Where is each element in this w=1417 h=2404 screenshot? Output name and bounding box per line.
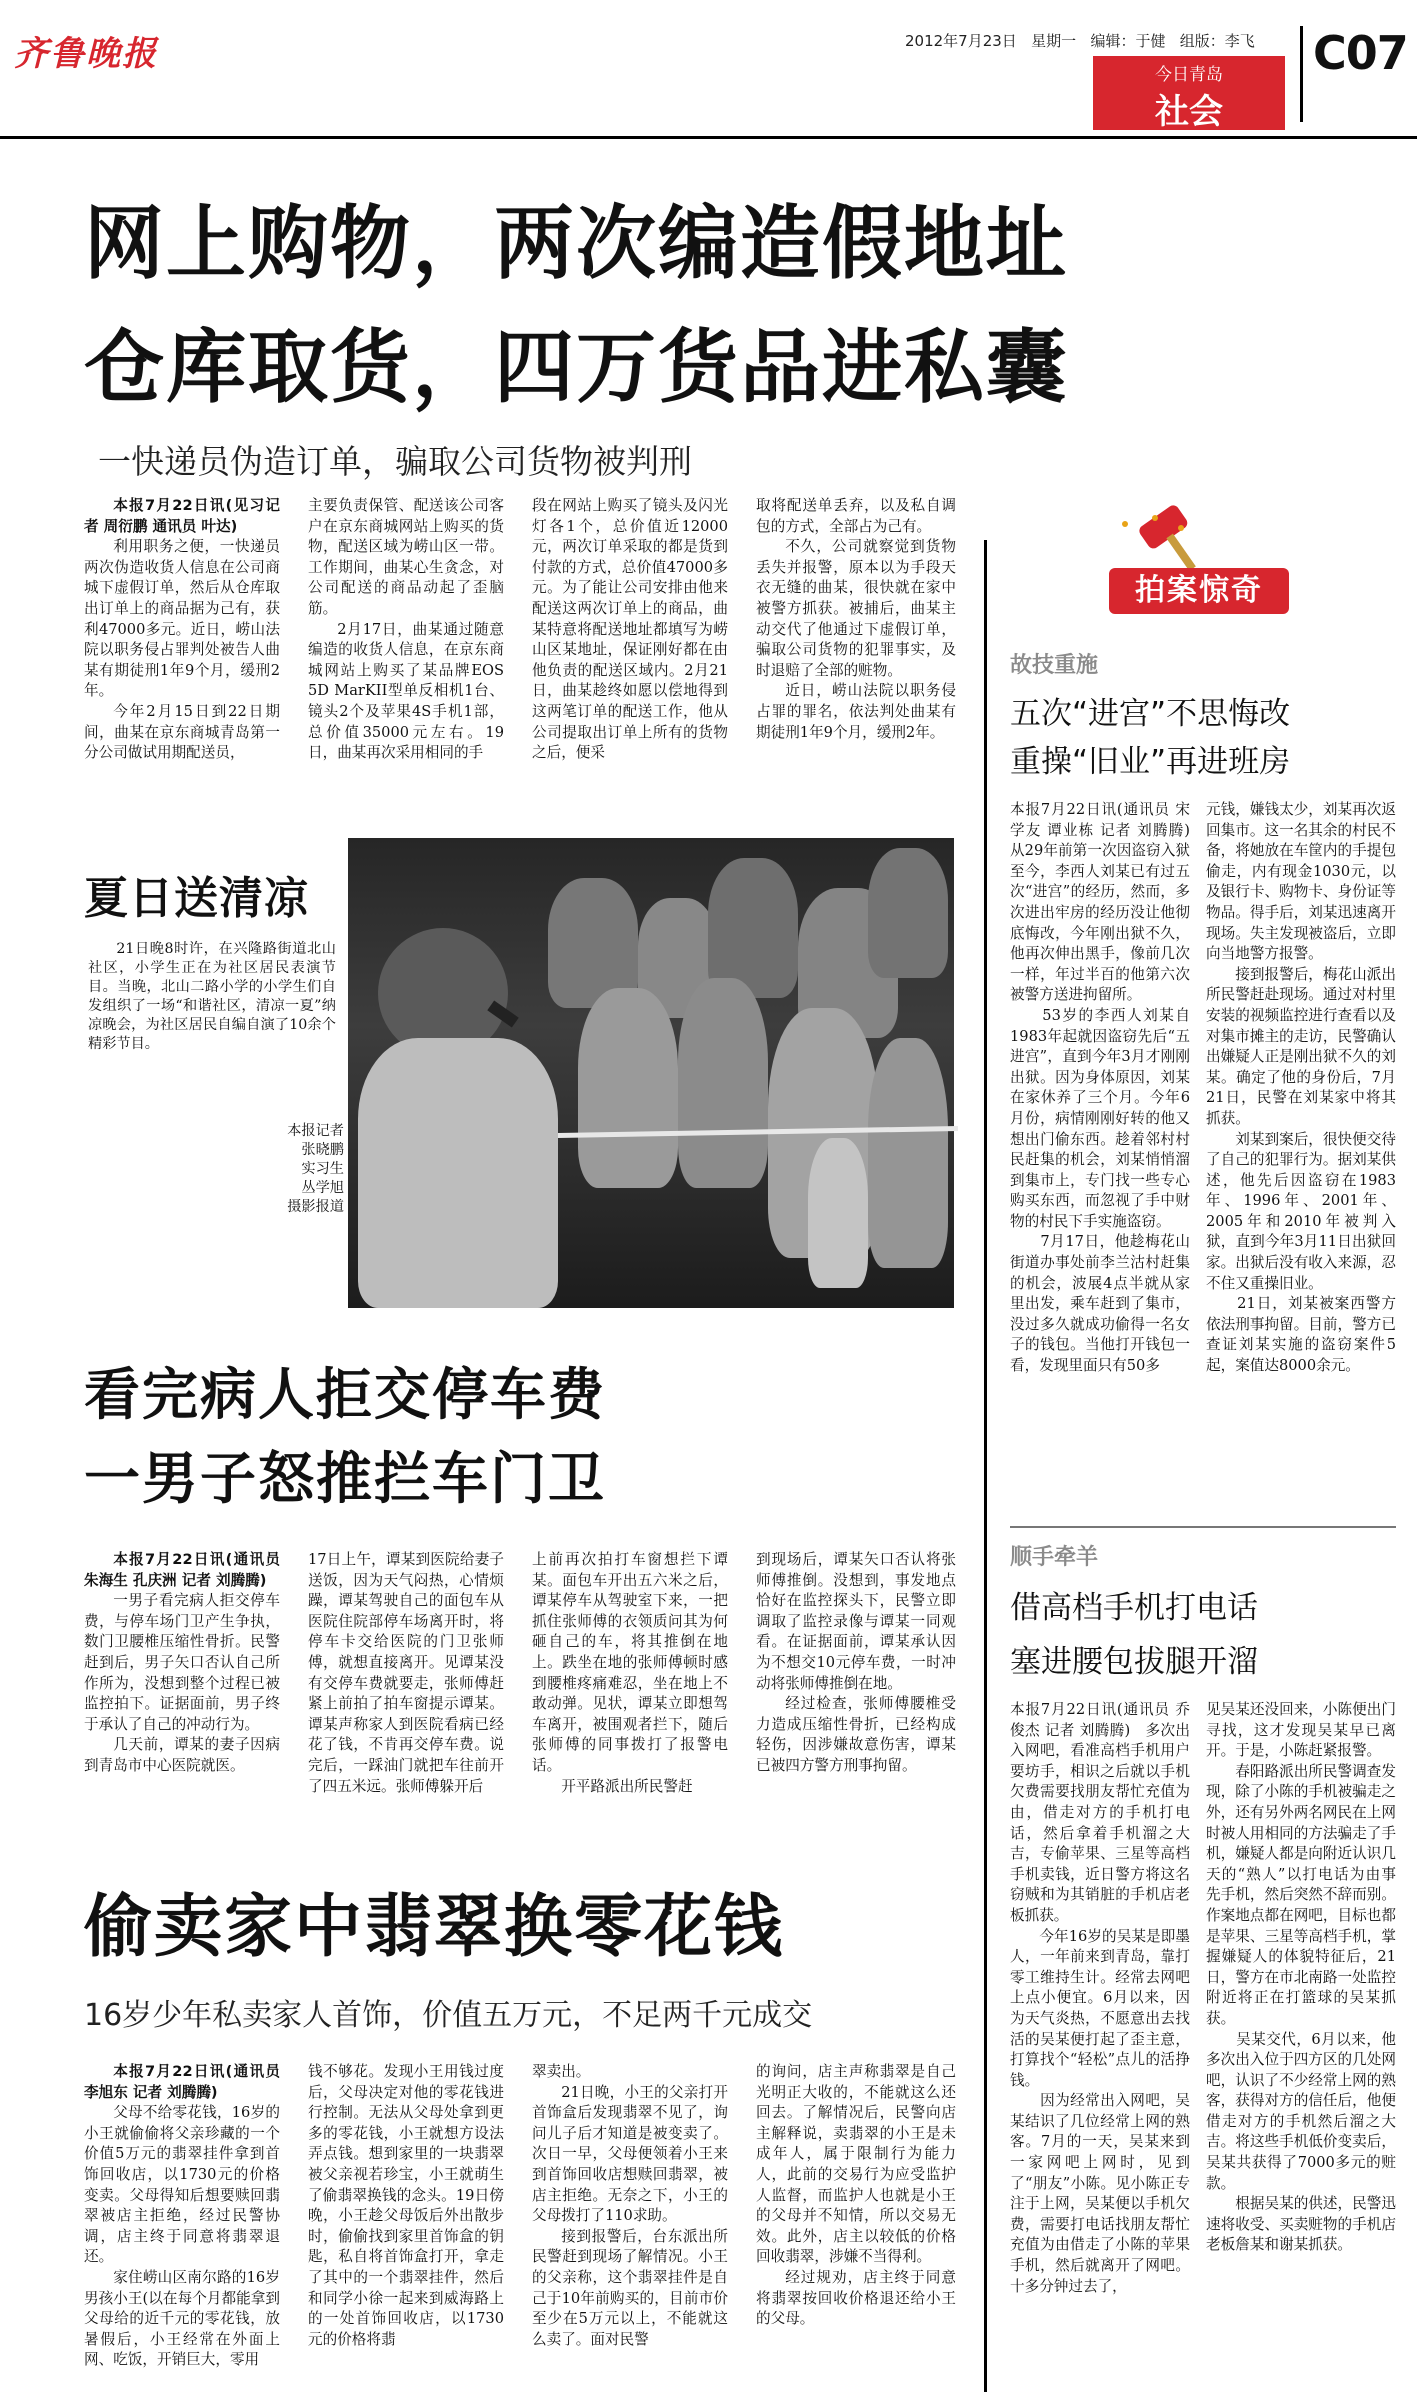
story2-para: 上前再次拍打车窗想拦下谭某。面包车开出五六米之后，谭某停车从驾驶室下来，一把抓住张师傅的衣领质问其为何砸自己的车，将其推倒在地上。跌坐在地的张师傅顿时感到腰椎疼痛难忍，坐在地上不敢动弹。见状，谭某立即想驾车离开，被围观者拦下，随后张师傅的同事拨打了报警电话。: [532, 1551, 728, 1774]
story2-col3: [532, 1550, 728, 1820]
masthead-info: [905, 30, 1255, 51]
sidebar-story2-col2: 见吴某还没回来，小陈便出门寻找，这才发现吴某早已离开。于是，小陈赶紧报警。 春阳路派出所民警调查发现，除了小陈的手机被骗走之外，还有另外两名网民在上网时被人用相同的方法骗走了手机，嫌疑人都是向附近认识几天的“熟人”以打电话为由事先手机，然后突然不辞而别。作案地点都在网吧，目标也都是苹果、三星等高档手机，掌握嫌疑人的体貌特征后，21日，警方在市北南路一处监控附近将正在打篮球的吴某抓获。 吴某交代，6月以来，他多次出入位于四方区的几处网吧，认识了不少经常上网的熟客，获得对方的信任后，他便借走对方的手机然后溜之大吉。将这些手机低价变卖后，吴某共获得了7000多元的赃款。 根据吴某的供述，民警迅速将收受、买卖赃物的手机店老板詹某和谢某抓获。: [1206, 1701, 1396, 2254]
story2-headline-line1: 看完病人拒交停车费: [84, 1363, 606, 1428]
editor-credit: 编辑：于健: [1090, 32, 1166, 50]
story1-byline: 本报7月22日讯(见习记者 周衍鹏 通讯员 叶达): [84, 497, 280, 535]
story2-para: 开平路派出所民警赶: [561, 1777, 693, 1795]
story1-para: 段在网站上购买了镜头及闪光灯各1个，总价值近12000元，两次订单采取的都是货到付款的方式，总价值47000多元。为了能让公司安排由他来配送这两次订单上的商品，曲某特意将配送地址都填写为崂山区某地址，保证刚好都在由他负责的配送区域内。2月21日，曲某趁终如愿以偿地得到这两笔订单的配送工作，他从公司提取出订单上所有的货物之后，便采: [532, 497, 728, 762]
story2-col1: [84, 1550, 280, 1820]
story2-para: 几天前，谭某的妻子因病到青岛市中心医院就医。: [84, 1736, 280, 1774]
masthead-rule: [0, 136, 1417, 139]
story1-headline-line1: 网上购物，两次编造假地址: [84, 197, 1068, 290]
sidebar-story2-head-line1: 借高档手机打电话: [1010, 1590, 1258, 1626]
story1-headline-line2: 仓库取货，四万货品进私囊: [84, 321, 1068, 414]
story1-col3: [532, 496, 728, 760]
story3-col3: [532, 2062, 728, 2392]
story3-para: 21日晚，小王的父亲打开首饰盒后发现翡翠不见了，询问儿子后才知道是被变卖了。次日一早，父母便领着小王来到首饰回收店想赎回翡翠，被店主拒绝。无奈之下，小王的父母拨打了110求助。: [532, 2083, 728, 2225]
story3-para: 接到报警后，台东派出所民警赶到现场了解情况。小王的父亲称，这个翡翠挂件是自己于10年前购买的，目前市价至少在5万元以上，不能就这么卖了。面对民警: [532, 2227, 728, 2348]
section-tab: [1093, 56, 1285, 130]
story3-para: 父母不给零花钱，16岁的小王就偷偷将父亲珍藏的一个价值5万元的翡翠挂件拿到首饰回收店，以1730元的价格变卖。父母得知后想要赎回翡翠被店主拒绝，经过民警协调，店主终于同意将翡翠退还。: [84, 2104, 280, 2266]
layout-credit: 组版：李飞: [1179, 32, 1255, 50]
story2-headline-line2: 一男子怒推拦车门卫: [84, 1447, 606, 1512]
story3-subhead: 16岁少年私卖家人首饰，价值五万元，不足两千元成交: [84, 1998, 813, 2033]
story3-para: 钱不够花。发现小王用钱过度后，父母决定对他的零花钱进行控制。无法从父母处拿到更多的零花钱，小王就想方设法弄点钱。想到家里的一块翡翠被父亲视若珍宝，小王就萌生了偷翡翠换钱的念头。19日傍晚，小王趁父母饭后外出散步时，偷偷找到家里首饰盒的钥匙，私自将首饰盒打开，拿走了其中的一个翡翠挂件，然后和同学小徐一起来到威海路上的一处首饰回收店，以1730元的价格将翡: [308, 2063, 504, 2348]
story1-col2: [308, 496, 504, 760]
sidebar-story1-col1: 本报7月22日讯(通讯员 宋学友 谭业栋 记者 刘腾腾) 从29年前第一次因盗窃入狱至今，李西人刘某已有过五次“进宫”的经历，然而，多次进出牢房的经历没让他彻底悔改，今年刚出狱不久，他再次伸出黑手，像前几次一样，年过半百的他第六次被警方送进拘留所。 53岁的李西人刘某自1983年起就因盗窃先后“五进宫”，直到今年3月才刚刚出狱。因为身体原因，刘某在家休养了三个月。今年6月份，病情刚刚好转的他又想出门偷东西。趁着邻村村民赶集的机会，刘某悄悄溜到集市上，专门找一些专心购买东西，而忽视了手中财物的村民下手实施盗窃。 7月17日，他趁梅花山街道办事处前李兰沽村赶集的机会，波展4点半就从家里出发，乘车赶到了集市，没过多久就成功偷得一名女子的钱包。当他打开钱包一看，发现里面只有50多: [1010, 801, 1190, 1375]
story2-col4: [756, 1550, 956, 1820]
story3-headline: 偷卖家中翡翠换零花钱: [84, 1888, 785, 1967]
sidebar-kicker-2: 顺手牵羊: [1010, 1545, 1099, 1570]
sidebar-section-rule: [1010, 1526, 1396, 1528]
story1-para: 主要负责保管、配送该公司客户在京东商城网站上购买的货物，配送区域为崂山区一带。工作期间，曲某心生贪念，对公司配送的商品动起了歪脑筋。: [308, 497, 504, 617]
story1-para: 利用职务之便，一快递员两次伪造收货人信息在公司商城下虚假订单，然后从仓库取出订单上的商品据为己有，获利47000多元。近日，崂山法院以职务侵占罪判处被告人曲某有期徒刑1年9个月，缓刑2年。: [84, 538, 280, 700]
credit-line: 本报记者: [287, 1123, 344, 1139]
credit-name: 张晓鹏: [301, 1142, 344, 1158]
sidebar-logo-text: 拍案惊奇: [1109, 568, 1289, 614]
story1-subhead: 一快递员伪造订单，骗取公司货物被判刑: [98, 442, 692, 481]
credit-line: 实习生: [301, 1161, 344, 1177]
photo-caption: 21日晚8时许，在兴隆路街道北山社区，小学生正在为社区居民表演节目。当晚，北山二路小学的小学生们自发组织了一场“和谐社区，清凉一夏”纳凉晚会，为社区居民自编自演了10余个精彩节目。: [88, 941, 336, 1052]
story3-col4: [756, 2062, 956, 2392]
issue-weekday: 星期一: [1031, 32, 1077, 50]
story2-byline: 本报7月22日讯(通讯员 朱海生 孔庆洲 记者 刘腾腾): [84, 1551, 280, 1589]
story1-col4: [756, 496, 956, 760]
story3-para: 翠卖出。: [532, 2063, 591, 2080]
story3-para: 家住崂山区南尔路的16岁男孩小王(以在每个月都能拿到父母给的近千元的零花钱，放暑假后，小王经常在外面上网、吃饭，开销巨大，零用: [84, 2268, 280, 2369]
story1-para: 2月17日，曲某通过随意编造的收货人信息，在京东商城网站上购买了某品牌EOS 5D MarKII型单反相机1台、镜头2个及苹果4S手机1部，总价值35000元左右。19日，曲某再次采用相同的手: [308, 620, 504, 762]
sidebar-story1-head-line2: 重操“旧业”再进班房: [1010, 744, 1291, 780]
sidebar-kicker-1: 故技重施: [1010, 653, 1099, 678]
story1-para: 取将配送单丢弃，以及私自调包的方式，全部占为己有。: [756, 497, 956, 535]
story3-col2: [308, 2062, 504, 2392]
section-tab-top: 今日青岛: [1155, 65, 1223, 85]
story1-col1: [84, 496, 280, 760]
story2-para: 到现场后，谭某矢口否认将张师傅推倒。没想到，事发地点恰好在监控探头下，民警立即调取了监控录像与谭某一同观看。在证据面前，谭某承认因为不想交10元停车费，一时冲动将张师傅推倒在地。: [756, 1551, 956, 1692]
masthead-divider: [1300, 26, 1303, 122]
masthead-logo: 齐鲁晚报: [14, 34, 158, 74]
issue-date: 2012年7月23日: [905, 32, 1017, 50]
sidebar-divider: [984, 540, 987, 2392]
performance-photo: [348, 838, 954, 1308]
credit-line: 摄影报道: [287, 1199, 344, 1215]
page-number: C07: [1313, 26, 1408, 80]
sidebar-logo: [1085, 510, 1295, 622]
sidebar-story2-head-line2: 塞进腰包拔腿开溜: [1010, 1644, 1258, 1680]
sidebar-story1-col2: 元钱，嫌钱太少，刘某再次返回集市。这一名其余的村民不备，将她放在车筐内的手提包偷走，内有现金1030元，以及银行卡、购物卡、身份证等物品。得手后，刘某迅速离开现场。失主发现被盗后，立即向当地警方报警。 接到报警后，梅花山派出所民警赶赴现场。通过对村里安装的视频监控进行查看以及对集市摊主的走访，民警确认出嫌疑人正是刚出狱不久的刘某。确定了他的身份后，7月21日，民警在刘某家中将其抓获。 刘某到案后，很快便交待了自己的犯罪行为。据刘某供述，他先后因盗窃在1983年、1996年、2001年、2005年和2010年被判入狱，直到今年3月11日出狱回家。出狱后没有收入来源，忍不住又重操旧业。 21日，刘某被案西警方依法刑事拘留。目前，警方已查证刘某实施的盗窃案件5起，案值达8000余元。: [1206, 801, 1396, 1375]
story3-para: 的询问，店主声称翡翠是自己光明正大收的，不能就这么还回去。了解情况后，民警向店主解释说，卖翡翠的小王是未成年人，属于限制行为能力人，此前的交易行为应受监护人监督，而监护人也就是小王的父母并不知情，所以交易无效。此外，店主以较低的价格回收翡翠，涉嫌不当得利。: [756, 2063, 956, 2266]
section-tab-main: 社会: [1155, 92, 1223, 132]
story2-para: 一男子看完病人拒交停车费，与停车场门卫产生争执，数门卫腰椎压缩性骨折。民警赶到后，男子矢口否认自己所作所为，没想到整个过程已被监控拍下。证据面前，男子终于承认了自己的冲动行为。: [84, 1592, 280, 1733]
story2-para: 经过检查，张师傅腰椎受力造成压缩性骨折，已经构成轻伤，因涉嫌故意伤害，谭某已被四方警方刑事拘留。: [756, 1695, 956, 1774]
story3-para: 经过规劝，店主终于同意将翡翠按回收价格退还给小王的父母。: [756, 2268, 956, 2328]
story3-byline: 本报7月22日讯(通讯员 李旭东 记者 刘腾腾): [84, 2063, 280, 2101]
story2-col2: [308, 1550, 504, 1820]
story1-para: 今年2月15日到22日期间，曲某在京东商城青岛第一分公司做试用期配送员，: [84, 702, 280, 762]
photo-story-title: 夏日送清凉: [84, 873, 309, 924]
story1-para: 近日，崂山法院以职务侵占罪的罪名，依法判处曲某有期徒刑1年9个月，缓刑2年。: [756, 682, 956, 741]
story3-col1: [84, 2062, 280, 2392]
sidebar-story2-col1: 本报7月22日讯(通讯员 乔俊杰 记者 刘腾腾) 多次出入网吧，看准高档手机用户要坊手，相识之后就以手机欠费需要找朋友帮忙充值为由，借走对方的手机打电话，然后拿着手机溜之大吉，专偷苹果、三星等高档手机卖钱，近日警方将这名窃贼和为其销脏的手机店老板抓获。 今年16岁的吴某是即墨人，一年前来到青岛，靠打零工维持生计。经常去网吧上点小便宜。6月以来，因为天气炎热，不愿意出去找活的吴某便打起了歪主意，打算找个“轻松”点儿的活挣钱。 因为经常出入网吧，吴某结识了几位经常上网的熟客。7月的一天，吴某来到一家网吧上网时，见到了“朋友”小陈。见小陈正专注于上网，吴某便以手机欠费，需要打电话找朋友帮忙充值为由借走了小陈的苹果手机，然后就离开了网吧。十多分钟过去了，: [1010, 1701, 1190, 2295]
sidebar-story1-head-line1: 五次“进宫”不思悔改: [1010, 696, 1291, 732]
story1-para: 不久，公司就察觉到货物丢失并报警，原本以为手段天衣无缝的曲某，很快就在家中被警方抓获。被捕后，曲某主动交代了他通过下虚假订单，骗取公司货物的犯罪事实，及时退赔了全部的赃物。: [756, 538, 956, 679]
credit-name: 丛学旭: [301, 1180, 344, 1196]
story2-para: 17日上午，谭某到医院给妻子送饭，因为天气闷热，心情烦躁，谭某驾驶自己的面包车从医院住院部停车场离开时，将停车卡交给医院的门卫张师傅，就想直接离开。见谭某没有交停车费就要走，张师傅赶紧上前拍了拍车窗提示谭某。谭某声称家人到医院看病已经花了钱，不肯再交停车费。说完后，一踩油门就把车往前开了四五米远。张师傅躲开后: [308, 1551, 504, 1795]
photo-credit: [212, 1122, 344, 1217]
